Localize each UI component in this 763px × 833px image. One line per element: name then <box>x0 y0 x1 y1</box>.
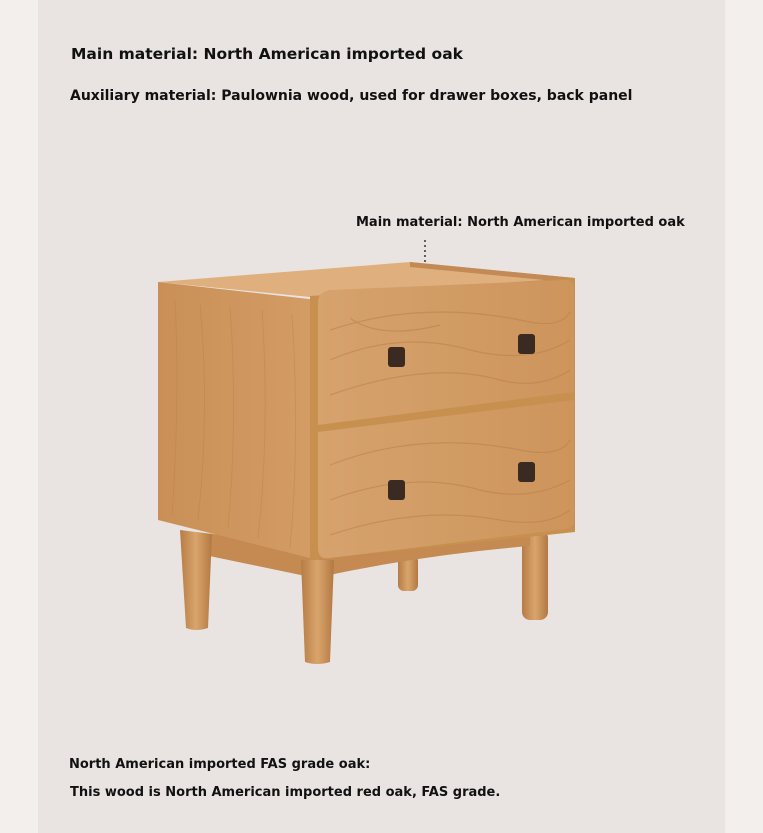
front-leg-front <box>301 560 334 664</box>
main-material-heading: Main material: North American imported oak <box>71 45 463 63</box>
auxiliary-material-heading: Auxiliary material: Paulownia wood, used for drawer boxes, back panel <box>70 88 633 104</box>
drawer-top-handle-right[interactable] <box>518 334 535 354</box>
front-leg-left <box>180 530 212 630</box>
drawer-bottom-handle-left[interactable] <box>388 480 405 500</box>
footer-title: North American imported FAS grade oak: <box>69 757 371 772</box>
drawer-top-handle-left[interactable] <box>388 347 405 367</box>
footer-description: This wood is North American imported red oak, FAS grade. <box>70 785 501 800</box>
callout-label: Main material: North American imported oak <box>356 215 685 230</box>
side-panel <box>158 282 318 560</box>
drawer-bottom-handle-right[interactable] <box>518 462 535 482</box>
